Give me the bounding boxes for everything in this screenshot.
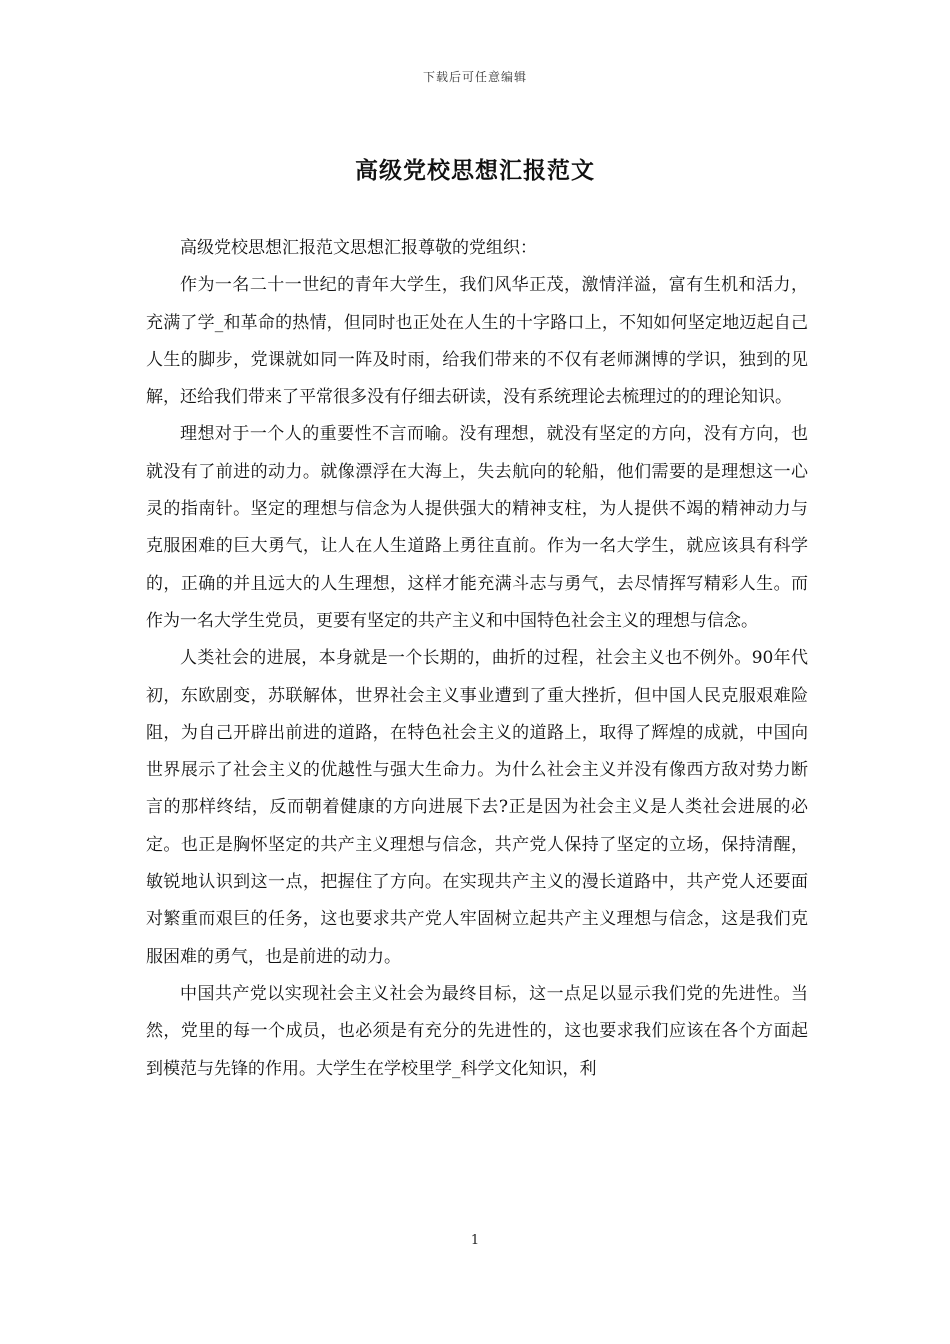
document-title: 高级党校思想汇报范文 (355, 157, 595, 184)
document-body (146, 230, 808, 1088)
header-note: 下载后可任意编辑 (422, 70, 527, 84)
paragraph: 理想对于一个人的重要性不言而喻。没有理想，就没有坚定的方向，没有方向，也就没有了前进的动力。就像漂浮在大海上，失去航向的轮船，他们需要的是理想这一心灵的指南针。坚定的理想与信念为人提供强大的精神支柱，为人提供不竭的精神动力与克服困难的巨大勇气，让人在人生道路上勇往直前。作为一名大学生，就应该具有科学的，正确的并且远大的人生理想，这样才能充满斗志与勇气，去尽情挥写精彩人生。而作为一名大学生党员，更要有坚定的共产主义和中国特色社会主义的理想与信念。 (146, 424, 808, 631)
paragraph: 作为一名二十一世纪的青年大学生，我们风华正茂，激情洋溢，富有生机和活力，充满了学_和革命的热情，但同时也正处在人生的十字路口上，不知如何坚定地迈起自己人生的脚步，党课就如同一阵及时雨，给我们带来的不仅有老师渊博的学识，独到的见解，还给我们带来了平常很多没有仔细去研读，没有系统理论去梳理过的的理论知识。 (146, 275, 808, 408)
paragraph: 人类社会的进展，本身就是一个长期的，曲折的过程，社会主义也不例外。90年代初，东欧剧变，苏联解体，世界社会主义事业遭到了重大挫折，但中国人民克服艰难险阻，为自己开辟出前进的道路，在特色社会主义的道路上，取得了辉煌的成就，中国向世界展示了社会主义的优越性与强大生命力。为什么社会主义并没有像西方敌对势力断言的那样终结，反而朝着健康的方向进展下去?正是因为社会主义是人类社会进展的必定。也正是胸怀坚定的共产主义理想与信念，共产党人保持了坚定的立场，保持清醒，敏锐地认识到这一点，把握住了方向。在实现共产主义的漫长道路中，共产党人还要面对繁重而艰巨的任务，这也要求共产党人牢固树立起共产主义理想与信念，这是我们克服困难的勇气，也是前进的动力。 (146, 648, 808, 967)
page-number: 1 (470, 1233, 480, 1248)
paragraph: 中国共产党以实现社会主义社会为最终目标，这一点足以显示我们党的先进性。当然，党里的每一个成员，也必须是有充分的先进性的，这也要求我们应该在各个方面起到模范与先锋的作用。大学生在学校里学_科学文化知识，利 (146, 983, 808, 1079)
paragraph-salutation: 高级党校思想汇报范文思想汇报尊敬的党组织： (180, 238, 537, 258)
